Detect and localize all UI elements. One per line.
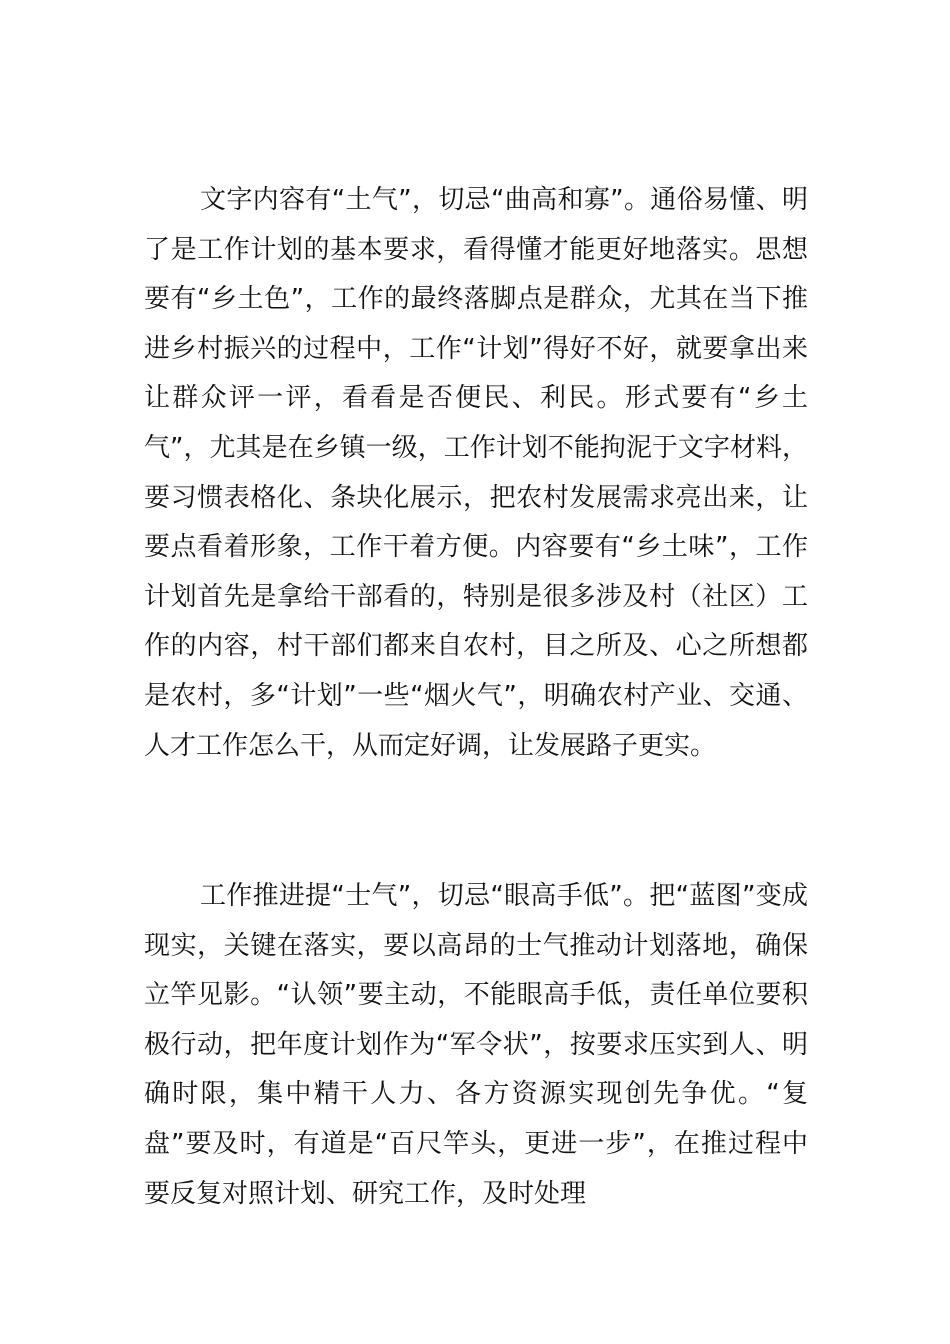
paragraph-2: 工作推进提“士气”，切忌“眼高手低”。把“蓝图”变成现实，关键在落实，要以高昂的士气推动计划落地，确保立竿见影。“认领”要主动，不能眼高手低，责任单位要积极行动，把年度计划作为“军令状”，按要求压实到人、明确时限，集中精干人力、各方资源实现创先争优。“复盘”要及时，有道是“百尺竿头，更进一步”，在推过程中要反复对照计划、研究工作，及时处理 bbox=[144, 881, 808, 1209]
paragraph-1: 文字内容有“土气”，切忌“曲高和寡”。通俗易懂、明了是工作计划的基本要求，看得懂才能更好地落实。思想要有“乡土色”，工作的最终落脚点是群众，尤其在当下推进乡村振兴的过程中，工作“计划”得好不好，就要拿出来让群众评一评，看看是否便民、利民。形式要有“乡土气”，尤其是在乡镇一级，工作计划不能拘泥于文字材料，要习惯表格化、条块化展示，把农村发展需求亮出来，让要点看着形象，工作干着方便。内容要有“乡土味”，工作计划首先是拿给干部看的，特别是很多涉及村（社区）工作的内容，村干部们都来自农村，目之所及、心之所想都是农村，多“计划”一些“烟火气”，明确农村产业、交通、人才工作怎么干，从而定好调，让发展路子更实。 bbox=[144, 185, 808, 761]
